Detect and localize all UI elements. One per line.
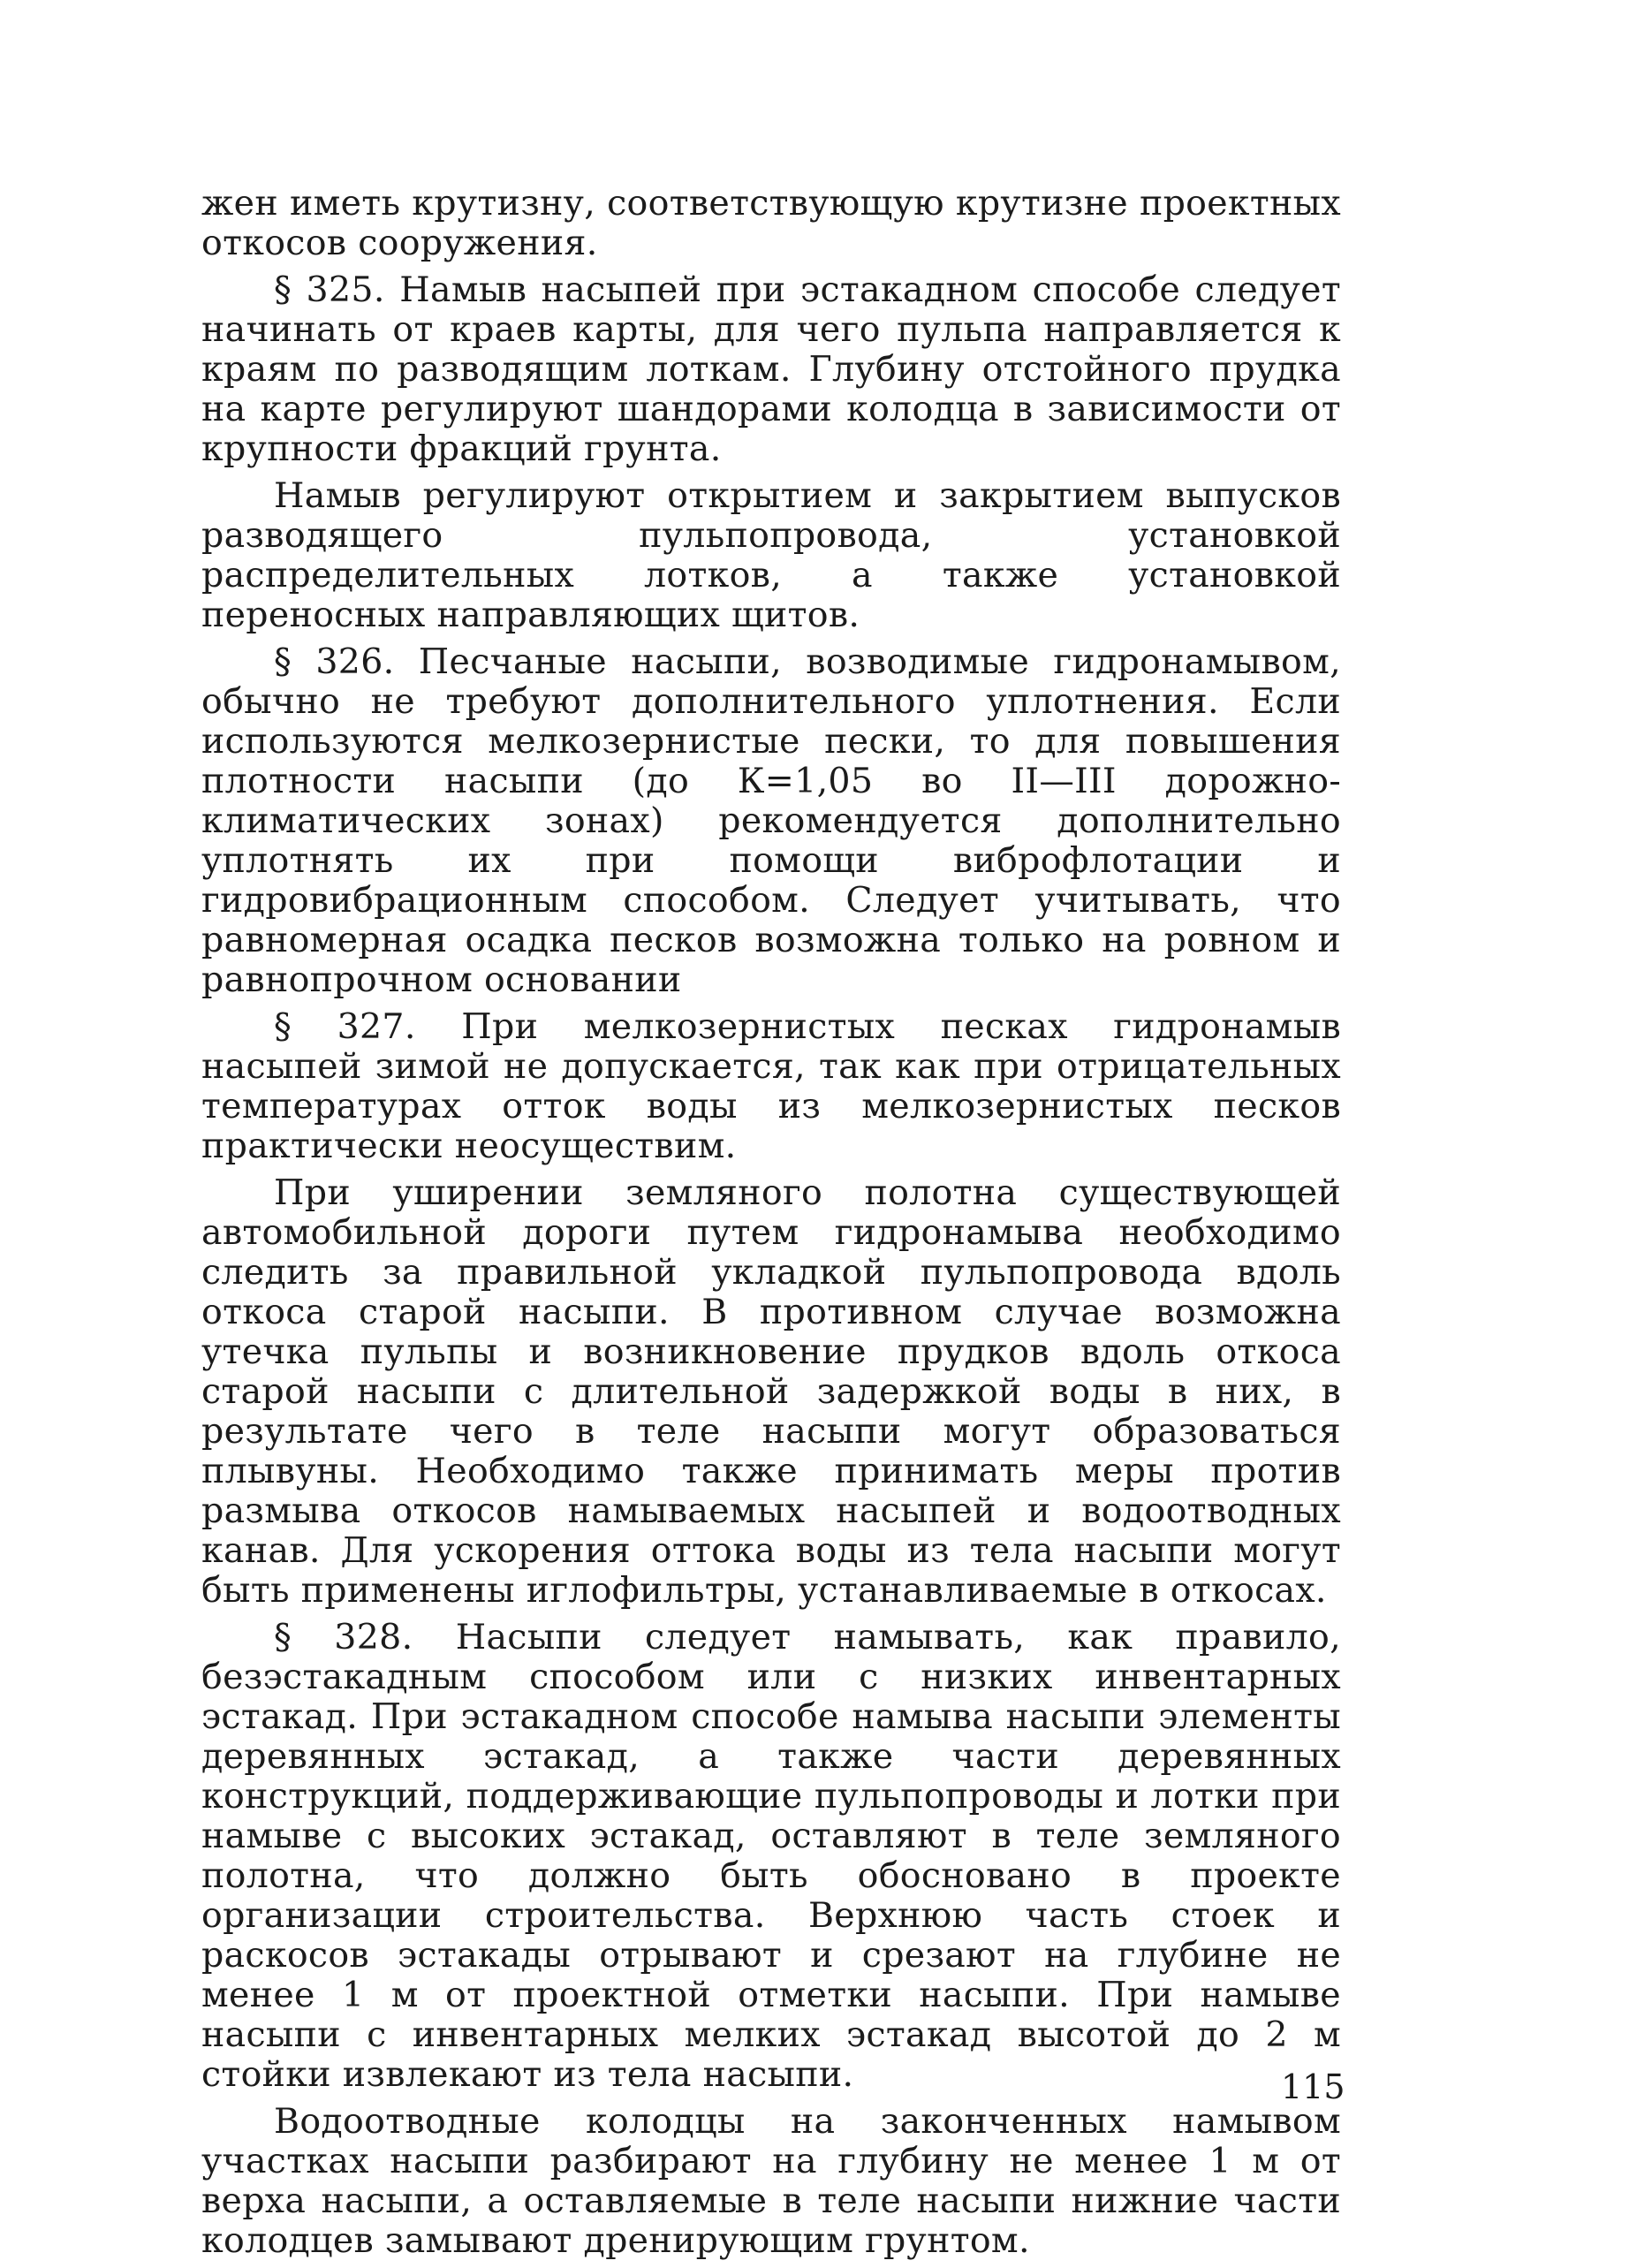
paragraph-section-327: § 327. При мелкозернистых песках гидронамыв насыпей зимой не допускается, так как при отрицательных температурах отток воды из мелкозернистых песков практически неосуществим. <box>201 1006 1341 1166</box>
paragraph-road-widening: При уширении земляного полотна существующей автомобильной дороги путем гидронамыва необходимо следить за правильной укладкой пульпопровода вдоль откоса старой насыпи. В противном случае возможна утечка пульпы и возникновение прудков вдоль откоса старой насыпи с длительной задержкой воды в них, в результате чего в теле насыпи могут образоваться плывуны. Необходимо также принимать меры против размыва откосов намываемых насыпей и водоотводных канав. Для ускорения оттока воды из тела насыпи могут быть применены иглофильтры, устанавливаемые в откосах. <box>201 1172 1341 1611</box>
paragraph-section-328: § 328. Насыпи следует намывать, как правило, безэстакадным способом или с низких инвентарных эстакад. При эстакадном способе намыва насыпи элементы деревянных эстакад, а также части деревянных конструкций, поддерживающие пульпопроводы и лотки при намыве с высоких эстакад, оставляют в теле земляного полотна, что должно быть обосновано в проекте организации строительства. Верхнюю часть стоек и раскосов эстакады отрывают и срезают на глубине не менее 1 м от проектной отметки насыпи. При намыве насыпи с инвентарных мелких эстакад высотой до 2 м стойки извлекают из тела насыпи. <box>201 1617 1341 2095</box>
body-text <box>201 183 1345 2268</box>
paragraph-section-326: § 326. Песчаные насыпи, возводимые гидронамывом, обычно не требуют дополнительного уплотнения. Если используются мелкозернистые пески, то для повышения плотности насыпи (до К=1,05 во II—III дорожно-климатических зонах) рекомендуется дополнительно уплотнять их при помощи виброфлотации и гидровибрационным способом. Следует учитывать, что равномерная осадка песков возможна только на ровном и равнопрочном основании <box>201 641 1341 1000</box>
page-number: 115 <box>1281 2067 1345 2106</box>
paragraph-drainage-wells: Водоотводные колодцы на законченных намывом участках насыпи разбирают на глубину не менее 1 м от верха насыпи, а оставляемые в теле насыпи нижние части колодцев замывают дренирующим грунтом. <box>201 2101 1341 2261</box>
paragraph-continuation: жен иметь крутизну, соответствующую крутизне проектных откосов сооружения. <box>201 183 1341 263</box>
paragraph-namyv-regulation: Намыв регулируют открытием и закрытием выпусков разводящего пульпопровода, установкой распределительных лотков, а также установкой переносных направляющих щитов. <box>201 475 1341 635</box>
paragraph-section-325: § 325. Намыв насыпей при эстакадном способе следует начинать от краев карты, для чего пульпа направляется к краям по разводящим лоткам. Глубину отстойного прудка на карте регулируют шандорами колодца в зависимости от крупности фракций грунта. <box>201 269 1341 469</box>
